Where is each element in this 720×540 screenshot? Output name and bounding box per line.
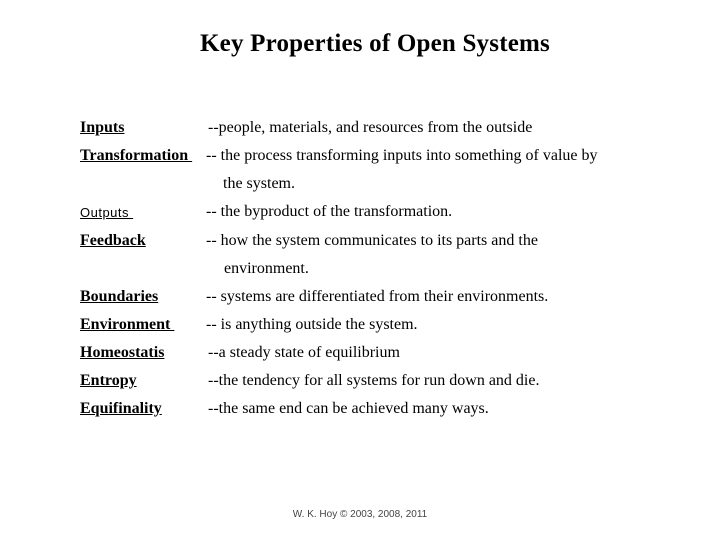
- definition-equifinality: --the same end can be achieved many ways.: [208, 400, 489, 417]
- definition-feedback: -- how the system communicates to its parts and the: [206, 232, 538, 249]
- definition-inputs: --people, materials, and resources from the outside: [208, 119, 533, 136]
- footer-copyright: W. K. Hoy © 2003, 2008, 2011: [292, 509, 428, 520]
- term-feedback: Feedback: [80, 232, 146, 249]
- definition-homeostatis: --a steady state of equilibrium: [208, 344, 400, 361]
- definition-transformation-continued: the system.: [223, 175, 295, 192]
- definition-outputs: -- the byproduct of the transformation.: [206, 203, 453, 220]
- definition-boundaries: -- systems are differentiated from their environments.: [206, 288, 549, 305]
- slide-title: Key Properties of Open Systems: [200, 30, 550, 57]
- term-equifinality: Equifinality: [80, 400, 162, 417]
- term-outputs: Outputs: [80, 205, 134, 220]
- definition-entropy: --the tendency for all systems for run down and die.: [208, 372, 540, 389]
- definition-transformation: -- the process transforming inputs into something of value by: [206, 147, 598, 164]
- term-boundaries: Boundaries: [80, 288, 159, 305]
- term-homeostatis: Homeostatis: [80, 344, 165, 361]
- term-environment: Environment: [80, 316, 175, 333]
- term-transformation: Transformation: [80, 147, 193, 164]
- term-inputs: Inputs: [80, 119, 125, 136]
- term-entropy: Entropy: [80, 372, 137, 389]
- definition-environment: -- is anything outside the system.: [206, 316, 418, 333]
- definition-feedback-continued: environment.: [224, 260, 309, 277]
